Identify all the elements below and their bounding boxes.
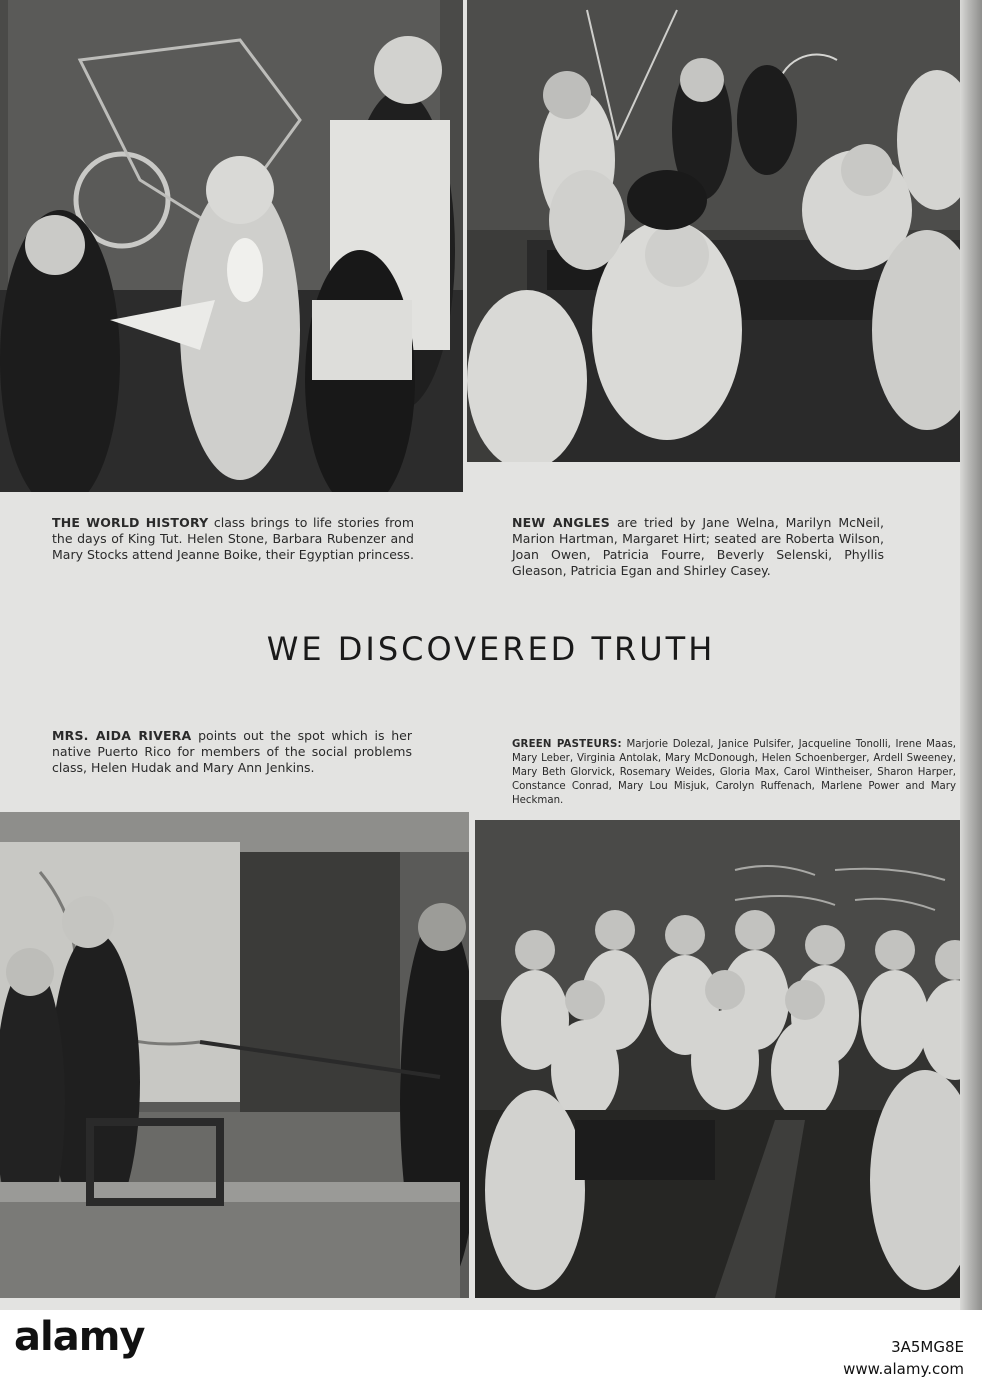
page-edge-shadow — [960, 0, 982, 1310]
caption-social-problems — [52, 728, 412, 776]
caption-new-angles — [512, 515, 884, 579]
photo-social-problems-art — [0, 812, 469, 1298]
site-url: www.alamy.com — [843, 1360, 964, 1378]
photo-world-history-art — [0, 0, 463, 492]
photo-world-history-class — [0, 0, 463, 492]
caption-social-problems-lead: MRS. AIDA RIVERA — [52, 728, 192, 743]
caption-green-pasteurs — [512, 738, 956, 808]
photo-green-pasteurs-class — [475, 820, 982, 1298]
caption-green-pasteurs-text: Marjorie Dolezal, Janice Pulsifer, Jacqueline Tonolli, Irene Maas, Mary Leber, Virginia Antolak, Mary McDonough, Helen Schoenberger, Ardell Sweeney, Mary Beth Glorvick, Rosemary Weides, Gloria Max, Carol Wintheiser, Sharon Harper, Constance Conrad, Mary Lou Misjuk, Carolyn Ruffenach, Marlene Power and Mary Heckman. — [512, 739, 957, 806]
photo-social-problems-class — [0, 812, 469, 1298]
watermark-footer — [0, 1310, 982, 1390]
caption-social-problems-text: points out the spot which is her native Puerto Rico for members of the social problems class, Helen Hudak and Mary Ann Jenkins. — [52, 728, 412, 775]
page-headline: WE DISCOVERED TRUTH — [266, 630, 716, 668]
photo-new-angles-class — [467, 0, 982, 462]
caption-green-pasteurs-lead: GREEN PASTEURS: — [512, 739, 622, 750]
photo-new-angles-art — [467, 0, 982, 462]
caption-world-history-lead: THE WORLD HISTORY — [52, 515, 209, 530]
caption-new-angles-text: are tried by Jane Welna, Marilyn McNeil, Marion Hartman, Margaret Hirt; seated are Roberta Wilson, Joan Owen, Patricia Fourre, Beverly Selenski, Phyllis Gleason, Patricia Egan and Shirley Casey. — [512, 515, 884, 578]
image-id: 3A5MG8E — [891, 1338, 964, 1356]
caption-new-angles-lead: NEW ANGLES — [512, 515, 611, 530]
photo-green-pasteurs-art — [475, 820, 982, 1298]
caption-world-history — [52, 515, 414, 563]
alamy-logo: alamy — [14, 1314, 145, 1360]
caption-world-history-text: class brings to life stories from the days of King Tut. Helen Stone, Barbara Rubenzer and Mary Stocks attend Jeanne Boike, their Egyptian princess. — [52, 515, 414, 562]
